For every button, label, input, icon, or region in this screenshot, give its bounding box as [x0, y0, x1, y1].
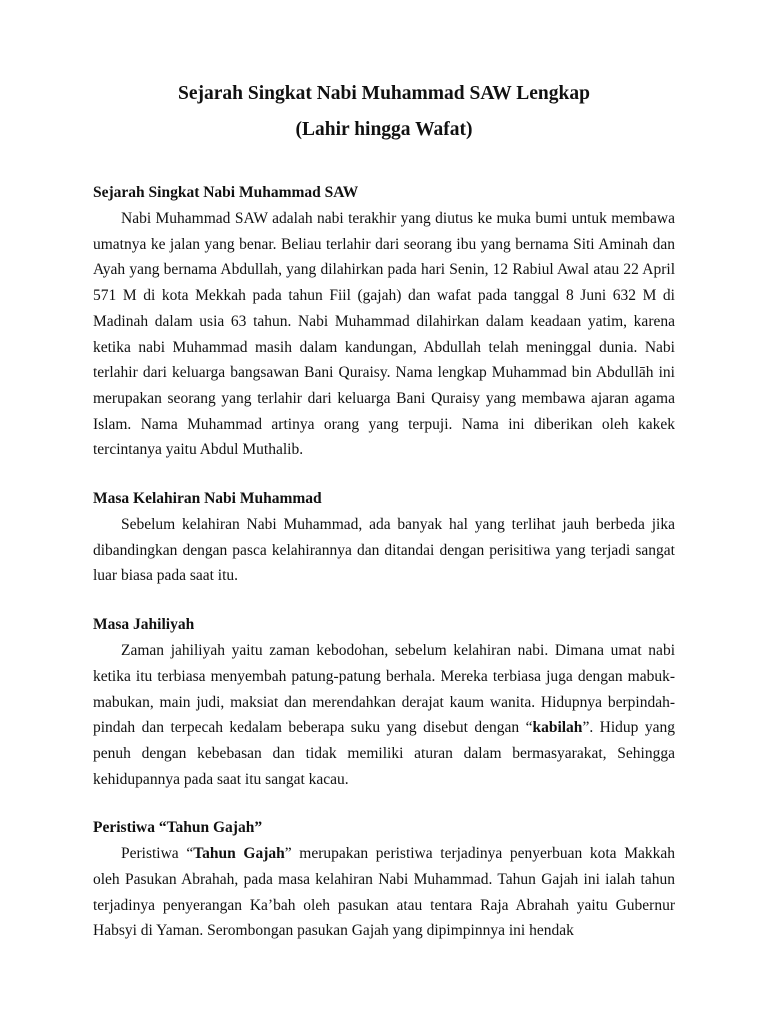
section-heading-sejarah-singkat: Sejarah Singkat Nabi Muhammad SAW — [93, 184, 359, 201]
paragraph-text: ” merupakan peristiwa terjadinya penyerbuan kota Makkah oleh Pasukan Abrahah, pada masa kelahiran Nabi Muhammad. Tahun Gajah ini ialah tahun terjadinya penyerangan Ka’bah oleh pasukan atau tentara Raja Abrahah yaitu Gubernur Habsyi di Yaman. Serombongan pasukan Gajah yang dipimpinnya ini hendak — [93, 845, 675, 940]
paragraph-masa-kelahiran: Sebelum kelahiran Nabi Muhammad, ada banyak hal yang terlihat jauh berbeda jika dibandingkan dengan pasca kelahirannya dan ditandai dengan perisitiwa yang terjadi sangat luar biasa pada saat itu. — [93, 516, 675, 585]
paragraph-tahun-gajah — [93, 841, 675, 944]
paragraph-text: Peristiwa “ — [121, 845, 194, 863]
spacer — [93, 148, 675, 180]
spacer — [93, 792, 675, 815]
bold-term-tahun-gajah: Tahun Gajah — [193, 845, 285, 863]
spacer — [93, 589, 675, 612]
paragraph-sejarah-singkat: Nabi Muhammad SAW adalah nabi terakhir yang diutus ke muka bumi untuk membawa umatnya ke jalan yang benar. Beliau terlahir dari seorang ibu yang bernama Siti Aminah dan Ayah yang bernama Abdullah, yang dilahirkan pada hari Senin, 12 Rabiul Awal atau 22 April 571 M di kota Mekkah pada tahun Fiil (gajah) dan wafat pada tanggal 8 Juni 632 M di Madinah dalam usia 63 tahun. Nabi Muhammad dilahirkan dalam keadaan yatim, karena ketika nabi Muhammad masih dalam kandungan, Abdullah telah meninggal dunia. Nabi terlahir dari keluarga bangsawan Bani Quraisy. Nama lengkap Muhammad bin Abdullāh ini merupakan seorang yang terlahir dari keluarga Bani Quraisy yang membawa ajaran agama Islam. Nama Muhammad artinya orang yang terpuji. Nama ini diberikan oleh kakek tercintanya yaitu Abdul Muthalib. — [93, 210, 675, 459]
section-heading-tahun-gajah: Peristiwa “Tahun Gajah” — [93, 819, 263, 837]
bold-term-kabilah: kabilah — [532, 719, 583, 737]
title-line-2: (Lahir hingga Wafat) — [295, 119, 473, 140]
paragraph-masa-jahiliyah — [93, 638, 675, 792]
paragraph-text: Zaman jahiliyah yaitu zaman kebodohan, sebelum kelahiran nabi. Dimana umat nabi ketika itu terbiasa menyembah patung-patung berhala. Mereka terbiasa juga dengan mabuk-mabukan, main judi, maksiat dan merendahkan derajat kaum wanita. Hidupnya berpindah-pindah dan terpecah kedalam beberapa suku yang disebut dengan “ — [93, 642, 675, 737]
document-title — [93, 76, 675, 148]
section-heading-masa-kelahiran: Masa Kelahiran Nabi Muhammad — [93, 490, 322, 508]
title-line-1: Sejarah Singkat Nabi Muhammad SAW Lengkap — [178, 83, 590, 104]
spacer — [93, 463, 675, 486]
paragraph-text: ”. Hidup yang penuh dengan kebebasan dan tidak memiliki aturan dalam bermasyarakat, Sehingga kehidupannya pada saat itu sangat kacau. — [93, 719, 675, 788]
section-heading-masa-jahiliyah: Masa Jahiliyah — [93, 616, 195, 634]
